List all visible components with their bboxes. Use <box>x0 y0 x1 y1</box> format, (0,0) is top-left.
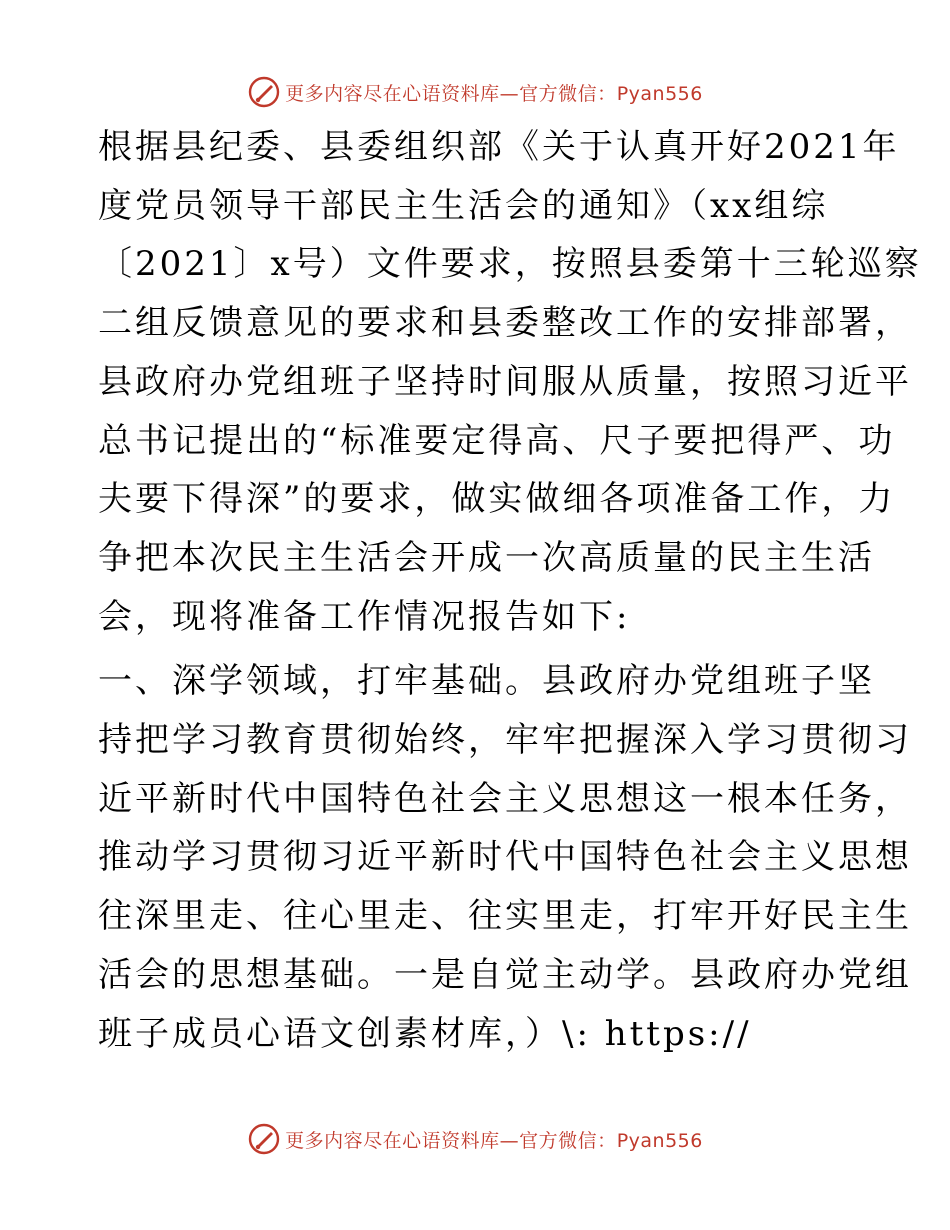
text-line: 度党员领导干部民主生活会的通知》（xx组综 <box>98 185 829 226</box>
header-banner <box>0 72 950 112</box>
quill-seal-icon <box>247 75 281 109</box>
banner-text <box>285 1126 703 1153</box>
text-line: 〔2021〕x号）文件要求，按照县委第十三轮巡察 <box>98 244 922 285</box>
banner-wechat-label: 官方微信： <box>519 82 617 105</box>
text-line: 县政府办党组班子坚持时间服从质量，按照习近平 <box>98 361 912 402</box>
banner-wechat-id: Pyan556 <box>616 1129 703 1152</box>
text-line: 推动学习贯彻习近平新时代中国特色社会主义思想 <box>98 837 912 878</box>
footer-banner <box>0 1119 950 1159</box>
text-line: 一、深学领域，打牢基础。县政府办党组班子坚 <box>98 661 875 702</box>
text-line: 二组反馈意见的要求和县委整改工作的安排部署， <box>98 303 912 344</box>
paragraph-section-one <box>98 652 912 1063</box>
document-body <box>98 118 922 1063</box>
text-line: 夫要下得深”的要求，做实做细各项准备工作，力 <box>98 479 896 520</box>
text-line: 会，现将准备工作情况报告如下: <box>98 596 631 637</box>
banner-separator: — <box>499 82 520 105</box>
text-line: 活会的思想基础。一是自觉主动学。县政府办党组 <box>98 954 912 995</box>
banner-wechat-id: Pyan556 <box>616 82 703 105</box>
text-line: 争把本次民主生活会开成一次高质量的民主生活 <box>98 537 875 578</box>
banner-wechat-label: 官方微信： <box>519 1129 617 1152</box>
text-line: 根据县纪委、县委组织部《关于认真开好2021年 <box>98 127 900 167</box>
text-line: 总书记提出的“标准要定得高、尺子要把得严、功 <box>98 420 896 461</box>
banner-library-text: 更多内容尽在心语资料库 <box>285 1129 500 1152</box>
text-line: 近平新时代中国特色社会主义思想这一根本任务， <box>98 778 912 819</box>
quill-seal-icon <box>247 1122 281 1156</box>
paragraph-intro <box>98 118 922 646</box>
text-line: 往深里走、往心里走、往实里走，打牢开好民主生 <box>98 896 912 937</box>
text-line: 持把学习教育贯彻始终，牢牢把握深入学习贯彻习 <box>98 720 912 761</box>
banner-separator: — <box>499 1129 520 1152</box>
banner-text <box>285 79 703 106</box>
text-line: 班子成员心语文创素材库，）\: https:// <box>98 1013 752 1054</box>
banner-library-text: 更多内容尽在心语资料库 <box>285 82 500 105</box>
